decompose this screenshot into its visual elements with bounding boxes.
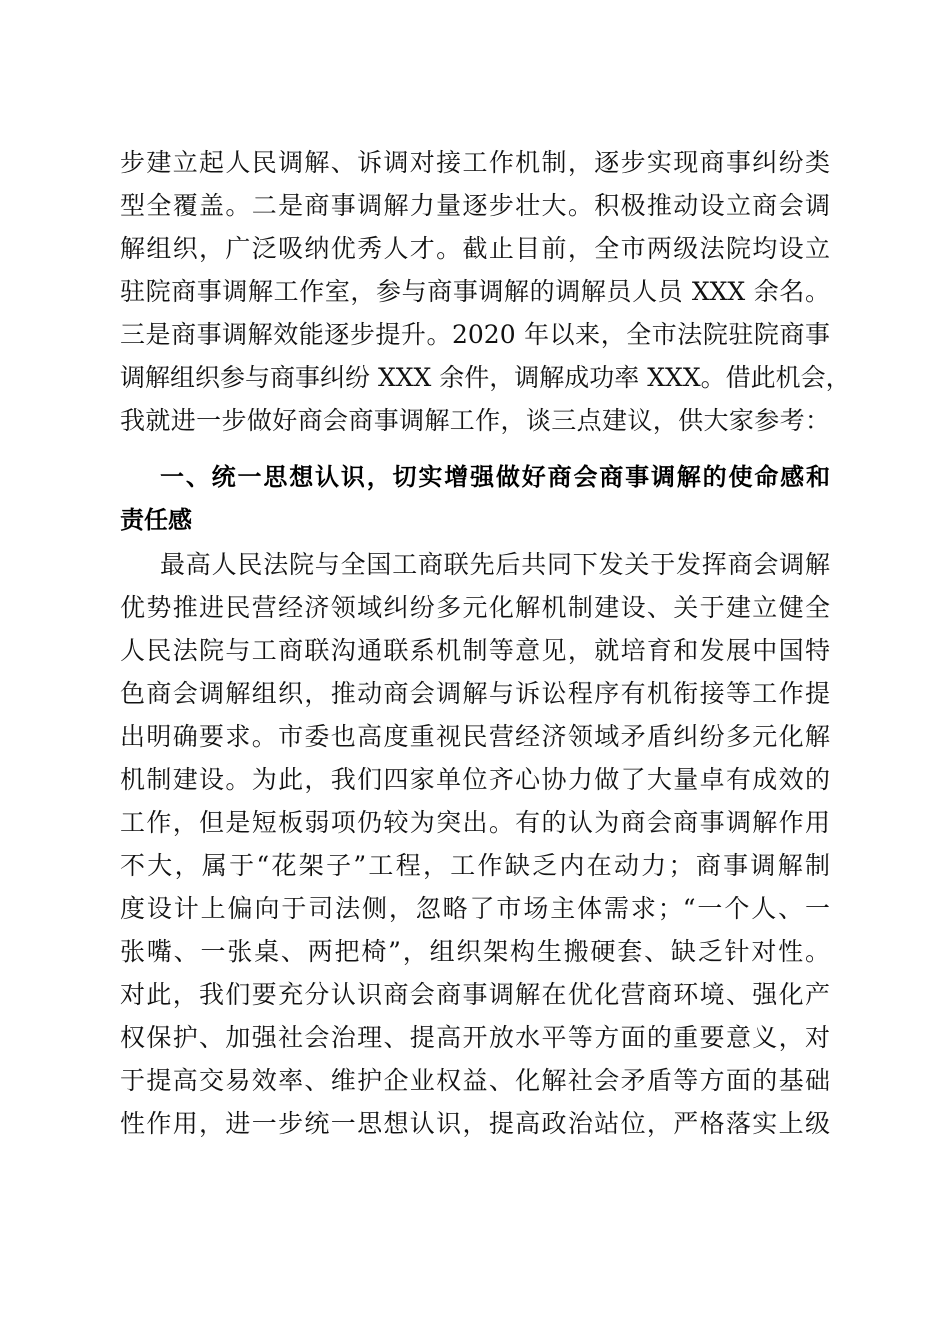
paragraph-line: 三是商事调解效能逐步提升。2020 年以来，全市法院驻院商事 [120, 320, 830, 349]
paragraph-line: 人民法院与工商联沟通联系机制等意见，就培育和发展中国特 [120, 636, 830, 665]
paragraph-line: 不大，属于“花架子”工程，工作缺乏内在动力；商事调解制 [120, 851, 830, 880]
paragraph-line: 张嘴、一张桌、两把椅”，组织架构生搬硬套、缺乏针对性。 [120, 937, 830, 966]
paragraph-line: 性作用，进一步统一思想认识，提高政治站位，严格落实上级 [120, 1109, 830, 1138]
paragraph-line: 优势推进民营经济领域纠纷多元化解机制建设、关于建立健全 [120, 593, 830, 622]
paragraph-line: 机制建设。为此，我们四家单位齐心协力做了大量卓有成效的 [120, 765, 830, 794]
paragraph-line: 度设计上偏向于司法侧，忽略了市场主体需求；“一个人、一 [120, 894, 830, 923]
paragraph-line: 调解组织参与商事纠纷 XXX 余件，调解成功率 XXX。借此机会， [120, 363, 851, 392]
paragraph-line: 色商会调解组织，推动商会调解与诉讼程序有机衔接等工作提 [120, 679, 830, 708]
paragraph-line: 工作，但是短板弱项仍较为突出。有的认为商会商事调解作用 [120, 808, 830, 837]
paragraph-line: 对此，我们要充分认识商会商事调解在优化营商环境、强化产 [120, 980, 830, 1009]
paragraph-line: 权保护、加强社会治理、提高开放水平等方面的重要意义，对 [120, 1023, 830, 1052]
section-heading: 责任感 [120, 506, 192, 534]
paragraph-line: 驻院商事调解工作室，参与商事调解的调解员人员 XXX 余名。 [120, 277, 830, 306]
paragraph-line: 步建立起人民调解、诉调对接工作机制，逐步实现商事纠纷类 [120, 148, 830, 177]
paragraph-line: 我就进一步做好商会商事调解工作，谈三点建议，供大家参考： [120, 406, 830, 435]
paragraph-line: 出明确要求。市委也高度重视民营经济领域矛盾纠纷多元化解 [120, 722, 830, 751]
paragraph-line: 于提高交易效率、维护企业权益、化解社会矛盾等方面的基础 [120, 1066, 830, 1095]
paragraph-line: 型全覆盖。二是商事调解力量逐步壮大。积极推动设立商会调 [120, 191, 830, 220]
paragraph-line: 解组织，广泛吸纳优秀人才。截止目前，全市两级法院均设立 [120, 234, 830, 263]
paragraph-line: 最高人民法院与全国工商联先后共同下发关于发挥商会调解 [160, 550, 830, 579]
section-heading: 一、统一思想认识，切实增强做好商会商事调解的使命感和 [160, 463, 830, 491]
